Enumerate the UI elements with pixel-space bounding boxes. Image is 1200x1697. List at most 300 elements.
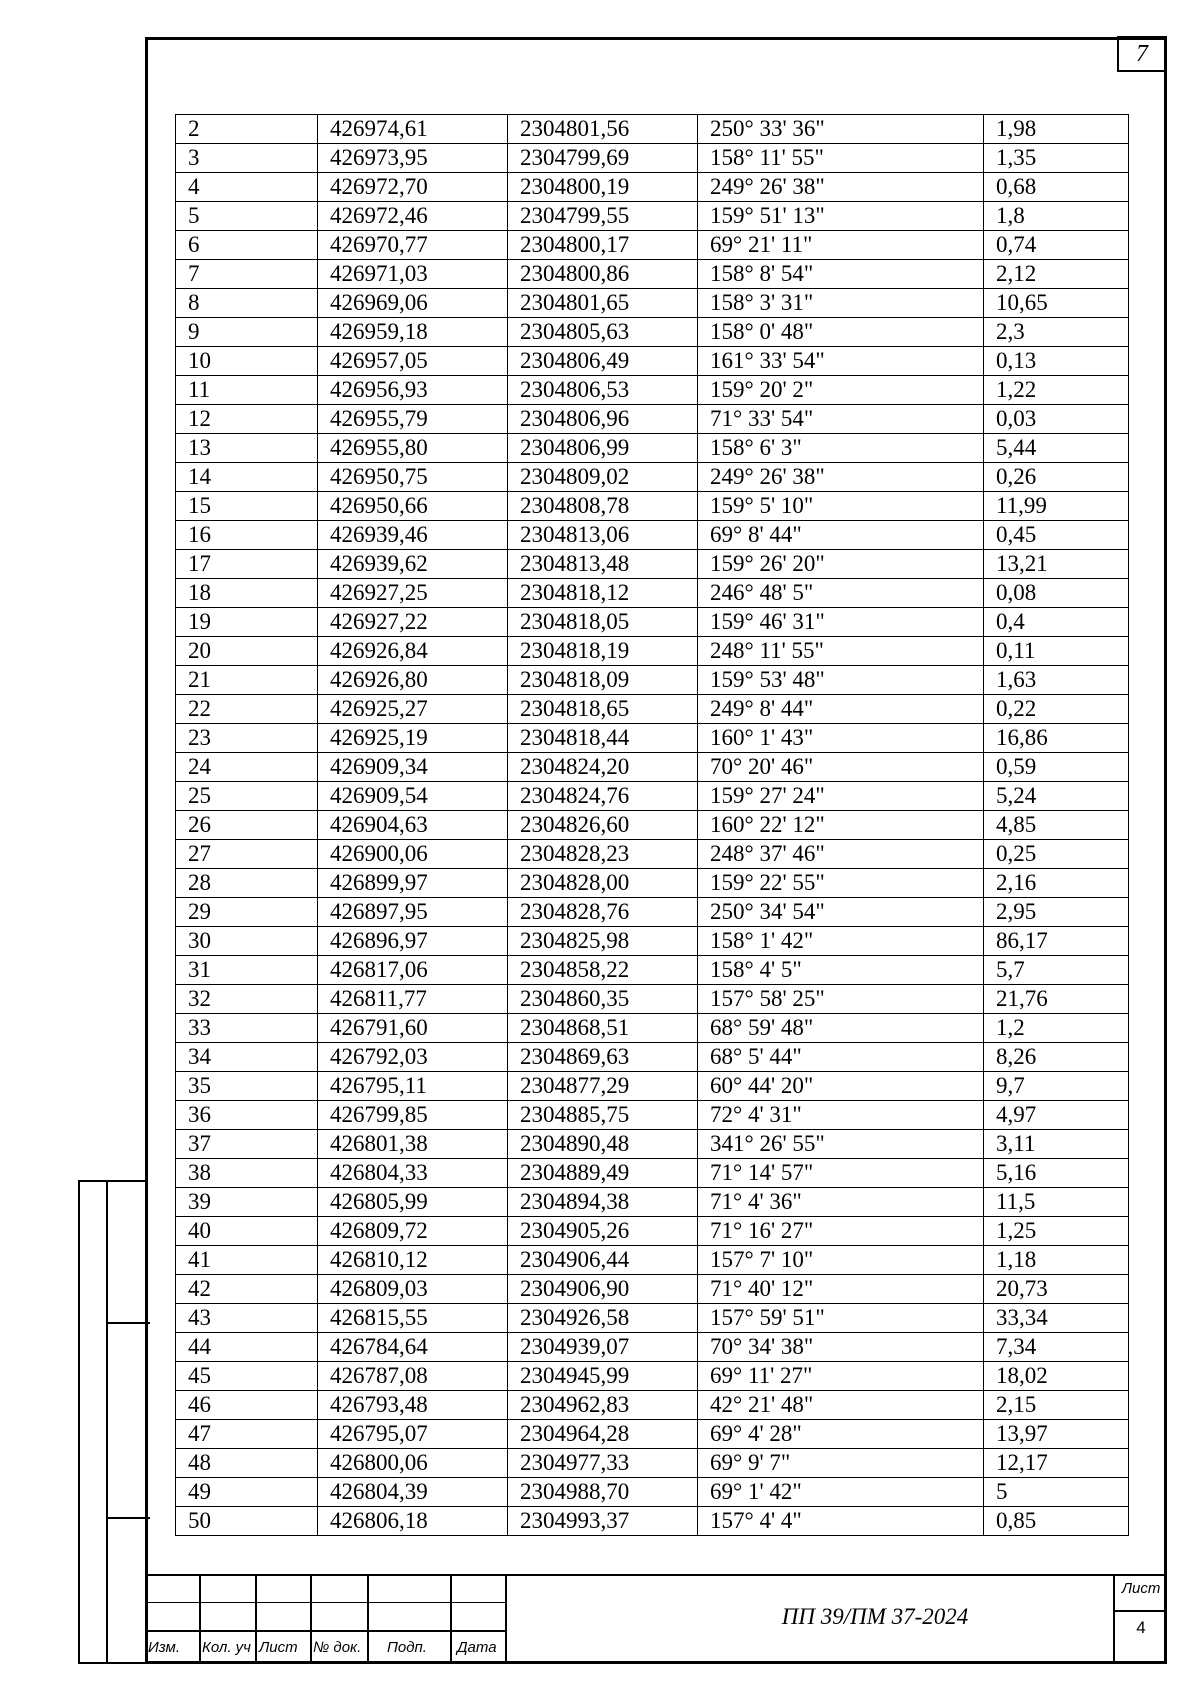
x-coordinate-cell: 426909,54 bbox=[318, 782, 508, 811]
distance-cell: 12,17 bbox=[984, 1449, 1129, 1478]
table-row bbox=[176, 898, 1129, 927]
distance-cell: 0,45 bbox=[984, 521, 1129, 550]
point-number-cell: 25 bbox=[176, 782, 318, 811]
distance-cell: 1,63 bbox=[984, 666, 1129, 695]
direction-angle-cell: 68° 5' 44" bbox=[698, 1043, 984, 1072]
x-coordinate-cell: 426939,46 bbox=[318, 521, 508, 550]
x-coordinate-cell: 426810,12 bbox=[318, 1246, 508, 1275]
table-row bbox=[176, 1391, 1129, 1420]
distance-cell: 13,97 bbox=[984, 1420, 1129, 1449]
direction-angle-cell: 159° 20' 2" bbox=[698, 376, 984, 405]
x-coordinate-cell: 426927,22 bbox=[318, 608, 508, 637]
distance-cell: 0,13 bbox=[984, 347, 1129, 376]
x-coordinate-cell: 426791,60 bbox=[318, 1014, 508, 1043]
x-coordinate-cell: 426787,08 bbox=[318, 1362, 508, 1391]
distance-cell: 13,21 bbox=[984, 550, 1129, 579]
y-coordinate-cell: 2304964,28 bbox=[508, 1420, 698, 1449]
y-coordinate-cell: 2304889,49 bbox=[508, 1159, 698, 1188]
y-coordinate-cell: 2304828,23 bbox=[508, 840, 698, 869]
point-number-cell: 11 bbox=[176, 376, 318, 405]
distance-cell: 0,4 bbox=[984, 608, 1129, 637]
direction-angle-cell: 60° 44' 20" bbox=[698, 1072, 984, 1101]
table-row bbox=[176, 376, 1129, 405]
point-number-cell: 12 bbox=[176, 405, 318, 434]
table-row bbox=[176, 724, 1129, 753]
x-coordinate-cell: 426804,33 bbox=[318, 1159, 508, 1188]
point-number-cell: 47 bbox=[176, 1420, 318, 1449]
x-coordinate-cell: 426806,18 bbox=[318, 1507, 508, 1536]
y-coordinate-cell: 2304877,29 bbox=[508, 1072, 698, 1101]
table-row bbox=[176, 173, 1129, 202]
point-number-cell: 18 bbox=[176, 579, 318, 608]
table-row bbox=[176, 231, 1129, 260]
y-coordinate-cell: 2304799,55 bbox=[508, 202, 698, 231]
table-row bbox=[176, 753, 1129, 782]
x-coordinate-cell: 426909,34 bbox=[318, 753, 508, 782]
x-coordinate-cell: 426896,97 bbox=[318, 927, 508, 956]
y-coordinate-cell: 2304890,48 bbox=[508, 1130, 698, 1159]
table-row bbox=[176, 115, 1129, 144]
x-coordinate-cell: 426950,66 bbox=[318, 492, 508, 521]
y-coordinate-cell: 2304894,38 bbox=[508, 1188, 698, 1217]
distance-cell: 1,35 bbox=[984, 144, 1129, 173]
x-coordinate-cell: 426972,70 bbox=[318, 173, 508, 202]
distance-cell: 0,25 bbox=[984, 840, 1129, 869]
direction-angle-cell: 70° 20' 46" bbox=[698, 753, 984, 782]
x-coordinate-cell: 426925,27 bbox=[318, 695, 508, 724]
x-coordinate-cell: 426793,48 bbox=[318, 1391, 508, 1420]
x-coordinate-cell: 426811,77 bbox=[318, 985, 508, 1014]
table-row bbox=[176, 782, 1129, 811]
point-number-cell: 31 bbox=[176, 956, 318, 985]
table-row bbox=[176, 463, 1129, 492]
point-number-cell: 8 bbox=[176, 289, 318, 318]
direction-angle-cell: 69° 9' 7" bbox=[698, 1449, 984, 1478]
table-row bbox=[176, 202, 1129, 231]
distance-cell: 4,85 bbox=[984, 811, 1129, 840]
x-coordinate-cell: 426927,25 bbox=[318, 579, 508, 608]
point-number-cell: 50 bbox=[176, 1507, 318, 1536]
point-number-cell: 37 bbox=[176, 1130, 318, 1159]
point-number-cell: 9 bbox=[176, 318, 318, 347]
point-number-cell: 24 bbox=[176, 753, 318, 782]
point-number-cell: 22 bbox=[176, 695, 318, 724]
point-number-cell: 23 bbox=[176, 724, 318, 753]
direction-angle-cell: 159° 22' 55" bbox=[698, 869, 984, 898]
page-corner-number: 7 bbox=[1117, 36, 1167, 72]
y-coordinate-cell: 2304885,75 bbox=[508, 1101, 698, 1130]
table-row bbox=[176, 608, 1129, 637]
distance-cell: 1,98 bbox=[984, 115, 1129, 144]
x-coordinate-cell: 426792,03 bbox=[318, 1043, 508, 1072]
point-number-cell: 3 bbox=[176, 144, 318, 173]
point-number-cell: 40 bbox=[176, 1217, 318, 1246]
direction-angle-cell: 249° 8' 44" bbox=[698, 695, 984, 724]
point-number-cell: 49 bbox=[176, 1478, 318, 1507]
table-row bbox=[176, 318, 1129, 347]
point-number-cell: 46 bbox=[176, 1391, 318, 1420]
distance-cell: 0,59 bbox=[984, 753, 1129, 782]
point-number-cell: 30 bbox=[176, 927, 318, 956]
y-coordinate-cell: 2304800,19 bbox=[508, 173, 698, 202]
y-coordinate-cell: 2304818,05 bbox=[508, 608, 698, 637]
table-row bbox=[176, 1362, 1129, 1391]
point-number-cell: 41 bbox=[176, 1246, 318, 1275]
point-number-cell: 38 bbox=[176, 1159, 318, 1188]
distance-cell: 2,12 bbox=[984, 260, 1129, 289]
table-row bbox=[176, 956, 1129, 985]
table-row bbox=[176, 1217, 1129, 1246]
y-coordinate-cell: 2304818,44 bbox=[508, 724, 698, 753]
direction-angle-cell: 159° 27' 24" bbox=[698, 782, 984, 811]
y-coordinate-cell: 2304869,63 bbox=[508, 1043, 698, 1072]
x-coordinate-cell: 426900,06 bbox=[318, 840, 508, 869]
point-number-cell: 10 bbox=[176, 347, 318, 376]
distance-cell: 5,16 bbox=[984, 1159, 1129, 1188]
y-coordinate-cell: 2304860,35 bbox=[508, 985, 698, 1014]
distance-cell: 1,8 bbox=[984, 202, 1129, 231]
y-coordinate-cell: 2304818,12 bbox=[508, 579, 698, 608]
distance-cell: 5,44 bbox=[984, 434, 1129, 463]
caption-izm: Изм. bbox=[148, 1639, 180, 1656]
point-number-cell: 36 bbox=[176, 1101, 318, 1130]
y-coordinate-cell: 2304799,69 bbox=[508, 144, 698, 173]
direction-angle-cell: 72° 4' 31" bbox=[698, 1101, 984, 1130]
distance-cell: 2,95 bbox=[984, 898, 1129, 927]
point-number-cell: 42 bbox=[176, 1275, 318, 1304]
direction-angle-cell: 71° 40' 12" bbox=[698, 1275, 984, 1304]
distance-cell: 11,99 bbox=[984, 492, 1129, 521]
direction-angle-cell: 160° 22' 12" bbox=[698, 811, 984, 840]
point-number-cell: 19 bbox=[176, 608, 318, 637]
y-coordinate-cell: 2304800,17 bbox=[508, 231, 698, 260]
y-coordinate-cell: 2304906,90 bbox=[508, 1275, 698, 1304]
y-coordinate-cell: 2304818,09 bbox=[508, 666, 698, 695]
binding-margin-rule bbox=[106, 1517, 150, 1519]
y-coordinate-cell: 2304805,63 bbox=[508, 318, 698, 347]
y-coordinate-cell: 2304926,58 bbox=[508, 1304, 698, 1333]
point-number-cell: 13 bbox=[176, 434, 318, 463]
direction-angle-cell: 159° 46' 31" bbox=[698, 608, 984, 637]
distance-cell: 7,34 bbox=[984, 1333, 1129, 1362]
x-coordinate-cell: 426795,07 bbox=[318, 1420, 508, 1449]
caption-list: Лист bbox=[259, 1639, 298, 1656]
y-coordinate-cell: 2304824,20 bbox=[508, 753, 698, 782]
distance-cell: 0,03 bbox=[984, 405, 1129, 434]
x-coordinate-cell: 426809,72 bbox=[318, 1217, 508, 1246]
distance-cell: 86,17 bbox=[984, 927, 1129, 956]
y-coordinate-cell: 2304806,49 bbox=[508, 347, 698, 376]
direction-angle-cell: 69° 1' 42" bbox=[698, 1478, 984, 1507]
direction-angle-cell: 159° 5' 10" bbox=[698, 492, 984, 521]
table-row bbox=[176, 1304, 1129, 1333]
table-row bbox=[176, 927, 1129, 956]
caption-no-dok: № док. bbox=[313, 1639, 362, 1656]
distance-cell: 2,16 bbox=[984, 869, 1129, 898]
x-coordinate-cell: 426955,79 bbox=[318, 405, 508, 434]
point-number-cell: 26 bbox=[176, 811, 318, 840]
table-row bbox=[176, 666, 1129, 695]
table-row bbox=[176, 1159, 1129, 1188]
point-number-cell: 35 bbox=[176, 1072, 318, 1101]
y-coordinate-cell: 2304945,99 bbox=[508, 1362, 698, 1391]
direction-angle-cell: 161° 33' 54" bbox=[698, 347, 984, 376]
table-row bbox=[176, 869, 1129, 898]
direction-angle-cell: 70° 34' 38" bbox=[698, 1333, 984, 1362]
direction-angle-cell: 249° 26' 38" bbox=[698, 463, 984, 492]
distance-cell: 1,22 bbox=[984, 376, 1129, 405]
sheet-label: Лист bbox=[1121, 1580, 1161, 1597]
direction-angle-cell: 158° 4' 5" bbox=[698, 956, 984, 985]
y-coordinate-cell: 2304813,48 bbox=[508, 550, 698, 579]
point-number-cell: 28 bbox=[176, 869, 318, 898]
distance-cell: 8,26 bbox=[984, 1043, 1129, 1072]
direction-angle-cell: 159° 51' 13" bbox=[698, 202, 984, 231]
direction-angle-cell: 158° 6' 3" bbox=[698, 434, 984, 463]
table-row bbox=[176, 1072, 1129, 1101]
x-coordinate-cell: 426926,84 bbox=[318, 637, 508, 666]
x-coordinate-cell: 426801,38 bbox=[318, 1130, 508, 1159]
distance-cell: 5,7 bbox=[984, 956, 1129, 985]
table-row bbox=[176, 1014, 1129, 1043]
y-coordinate-cell: 2304825,98 bbox=[508, 927, 698, 956]
direction-angle-cell: 159° 53' 48" bbox=[698, 666, 984, 695]
table-row bbox=[176, 1478, 1129, 1507]
x-coordinate-cell: 426795,11 bbox=[318, 1072, 508, 1101]
y-coordinate-cell: 2304806,99 bbox=[508, 434, 698, 463]
direction-angle-cell: 250° 33' 36" bbox=[698, 115, 984, 144]
point-number-cell: 7 bbox=[176, 260, 318, 289]
table-row bbox=[176, 144, 1129, 173]
point-number-cell: 48 bbox=[176, 1449, 318, 1478]
table-row bbox=[176, 434, 1129, 463]
distance-cell: 16,86 bbox=[984, 724, 1129, 753]
table-row bbox=[176, 579, 1129, 608]
x-coordinate-cell: 426899,97 bbox=[318, 869, 508, 898]
table-row bbox=[176, 637, 1129, 666]
direction-angle-cell: 42° 21' 48" bbox=[698, 1391, 984, 1420]
table-row bbox=[176, 1275, 1129, 1304]
point-number-cell: 20 bbox=[176, 637, 318, 666]
distance-cell: 1,18 bbox=[984, 1246, 1129, 1275]
x-coordinate-cell: 426971,03 bbox=[318, 260, 508, 289]
title-block bbox=[145, 1574, 1167, 1664]
direction-angle-cell: 71° 14' 57" bbox=[698, 1159, 984, 1188]
x-coordinate-cell: 426970,77 bbox=[318, 231, 508, 260]
distance-cell: 0,85 bbox=[984, 1507, 1129, 1536]
y-coordinate-cell: 2304962,83 bbox=[508, 1391, 698, 1420]
y-coordinate-cell: 2304806,96 bbox=[508, 405, 698, 434]
y-coordinate-cell: 2304813,06 bbox=[508, 521, 698, 550]
direction-angle-cell: 158° 3' 31" bbox=[698, 289, 984, 318]
table-row bbox=[176, 695, 1129, 724]
binding-margin-strip bbox=[78, 1180, 148, 1664]
y-coordinate-cell: 2304801,56 bbox=[508, 115, 698, 144]
point-number-cell: 15 bbox=[176, 492, 318, 521]
x-coordinate-cell: 426904,63 bbox=[318, 811, 508, 840]
y-coordinate-cell: 2304808,78 bbox=[508, 492, 698, 521]
point-number-cell: 44 bbox=[176, 1333, 318, 1362]
y-coordinate-cell: 2304858,22 bbox=[508, 956, 698, 985]
direction-angle-cell: 158° 11' 55" bbox=[698, 144, 984, 173]
distance-cell: 0,11 bbox=[984, 637, 1129, 666]
point-number-cell: 43 bbox=[176, 1304, 318, 1333]
distance-cell: 21,76 bbox=[984, 985, 1129, 1014]
distance-cell: 20,73 bbox=[984, 1275, 1129, 1304]
caption-podp: Подп. bbox=[387, 1639, 427, 1656]
x-coordinate-cell: 426959,18 bbox=[318, 318, 508, 347]
x-coordinate-cell: 426805,99 bbox=[318, 1188, 508, 1217]
table-row bbox=[176, 405, 1129, 434]
x-coordinate-cell: 426784,64 bbox=[318, 1333, 508, 1362]
x-coordinate-cell: 426974,61 bbox=[318, 115, 508, 144]
point-number-cell: 21 bbox=[176, 666, 318, 695]
distance-cell: 1,25 bbox=[984, 1217, 1129, 1246]
x-coordinate-cell: 426817,06 bbox=[318, 956, 508, 985]
direction-angle-cell: 157° 7' 10" bbox=[698, 1246, 984, 1275]
x-coordinate-cell: 426973,95 bbox=[318, 144, 508, 173]
distance-cell: 0,26 bbox=[984, 463, 1129, 492]
y-coordinate-cell: 2304906,44 bbox=[508, 1246, 698, 1275]
table-row bbox=[176, 347, 1129, 376]
distance-cell: 2,15 bbox=[984, 1391, 1129, 1420]
y-coordinate-cell: 2304806,53 bbox=[508, 376, 698, 405]
x-coordinate-cell: 426815,55 bbox=[318, 1304, 508, 1333]
direction-angle-cell: 157° 4' 4" bbox=[698, 1507, 984, 1536]
direction-angle-cell: 69° 8' 44" bbox=[698, 521, 984, 550]
y-coordinate-cell: 2304939,07 bbox=[508, 1333, 698, 1362]
point-number-cell: 16 bbox=[176, 521, 318, 550]
x-coordinate-cell: 426897,95 bbox=[318, 898, 508, 927]
y-coordinate-cell: 2304988,70 bbox=[508, 1478, 698, 1507]
distance-cell: 10,65 bbox=[984, 289, 1129, 318]
distance-cell: 4,97 bbox=[984, 1101, 1129, 1130]
x-coordinate-cell: 426799,85 bbox=[318, 1101, 508, 1130]
direction-angle-cell: 71° 33' 54" bbox=[698, 405, 984, 434]
distance-cell: 0,74 bbox=[984, 231, 1129, 260]
direction-angle-cell: 68° 59' 48" bbox=[698, 1014, 984, 1043]
y-coordinate-cell: 2304826,60 bbox=[508, 811, 698, 840]
direction-angle-cell: 248° 37' 46" bbox=[698, 840, 984, 869]
y-coordinate-cell: 2304828,76 bbox=[508, 898, 698, 927]
table-row bbox=[176, 1246, 1129, 1275]
binding-margin-rule bbox=[106, 1322, 150, 1324]
table-row bbox=[176, 521, 1129, 550]
table-row bbox=[176, 985, 1129, 1014]
direction-angle-cell: 248° 11' 55" bbox=[698, 637, 984, 666]
table-row bbox=[176, 811, 1129, 840]
table-row bbox=[176, 1507, 1129, 1536]
table-row bbox=[176, 1130, 1129, 1159]
caption-kol-uch: Кол. уч bbox=[202, 1639, 251, 1656]
table-row bbox=[176, 1043, 1129, 1072]
y-coordinate-cell: 2304977,33 bbox=[508, 1449, 698, 1478]
y-coordinate-cell: 2304905,26 bbox=[508, 1217, 698, 1246]
direction-angle-cell: 246° 48' 5" bbox=[698, 579, 984, 608]
x-coordinate-cell: 426969,06 bbox=[318, 289, 508, 318]
point-number-cell: 4 bbox=[176, 173, 318, 202]
table-row bbox=[176, 1333, 1129, 1362]
point-number-cell: 33 bbox=[176, 1014, 318, 1043]
direction-angle-cell: 157° 59' 51" bbox=[698, 1304, 984, 1333]
x-coordinate-cell: 426972,46 bbox=[318, 202, 508, 231]
point-number-cell: 34 bbox=[176, 1043, 318, 1072]
x-coordinate-cell: 426804,39 bbox=[318, 1478, 508, 1507]
y-coordinate-cell: 2304828,00 bbox=[508, 869, 698, 898]
point-number-cell: 17 bbox=[176, 550, 318, 579]
distance-cell: 0,68 bbox=[984, 173, 1129, 202]
distance-cell: 9,7 bbox=[984, 1072, 1129, 1101]
distance-cell: 5,24 bbox=[984, 782, 1129, 811]
distance-cell: 18,02 bbox=[984, 1362, 1129, 1391]
point-number-cell: 45 bbox=[176, 1362, 318, 1391]
x-coordinate-cell: 426926,80 bbox=[318, 666, 508, 695]
distance-cell: 0,08 bbox=[984, 579, 1129, 608]
distance-cell: 33,34 bbox=[984, 1304, 1129, 1333]
y-coordinate-cell: 2304818,65 bbox=[508, 695, 698, 724]
table-row bbox=[176, 1188, 1129, 1217]
point-number-cell: 32 bbox=[176, 985, 318, 1014]
direction-angle-cell: 69° 4' 28" bbox=[698, 1420, 984, 1449]
y-coordinate-cell: 2304801,65 bbox=[508, 289, 698, 318]
distance-cell: 1,2 bbox=[984, 1014, 1129, 1043]
y-coordinate-cell: 2304993,37 bbox=[508, 1507, 698, 1536]
point-number-cell: 5 bbox=[176, 202, 318, 231]
x-coordinate-cell: 426955,80 bbox=[318, 434, 508, 463]
point-number-cell: 39 bbox=[176, 1188, 318, 1217]
x-coordinate-cell: 426956,93 bbox=[318, 376, 508, 405]
table-row bbox=[176, 1420, 1129, 1449]
direction-angle-cell: 341° 26' 55" bbox=[698, 1130, 984, 1159]
direction-angle-cell: 157° 58' 25" bbox=[698, 985, 984, 1014]
x-coordinate-cell: 426950,75 bbox=[318, 463, 508, 492]
direction-angle-cell: 71° 16' 27" bbox=[698, 1217, 984, 1246]
document-code: ПП 39/ПМ 37-2024 bbox=[781, 1604, 969, 1629]
table-row bbox=[176, 289, 1129, 318]
direction-angle-cell: 158° 0' 48" bbox=[698, 318, 984, 347]
table-row bbox=[176, 492, 1129, 521]
direction-angle-cell: 249° 26' 38" bbox=[698, 173, 984, 202]
caption-data: Дата bbox=[457, 1639, 497, 1656]
y-coordinate-cell: 2304824,76 bbox=[508, 782, 698, 811]
distance-cell: 5 bbox=[984, 1478, 1129, 1507]
direction-angle-cell: 250° 34' 54" bbox=[698, 898, 984, 927]
point-number-cell: 27 bbox=[176, 840, 318, 869]
y-coordinate-cell: 2304868,51 bbox=[508, 1014, 698, 1043]
coordinates-table-body bbox=[176, 115, 1129, 1536]
x-coordinate-cell: 426925,19 bbox=[318, 724, 508, 753]
direction-angle-cell: 69° 11' 27" bbox=[698, 1362, 984, 1391]
binding-margin-divider bbox=[106, 1182, 108, 1662]
distance-cell: 11,5 bbox=[984, 1188, 1129, 1217]
y-coordinate-cell: 2304818,19 bbox=[508, 637, 698, 666]
direction-angle-cell: 160° 1' 43" bbox=[698, 724, 984, 753]
coordinates-table bbox=[175, 114, 1129, 1536]
table-row bbox=[176, 840, 1129, 869]
y-coordinate-cell: 2304809,02 bbox=[508, 463, 698, 492]
point-number-cell: 29 bbox=[176, 898, 318, 927]
distance-cell: 0,22 bbox=[984, 695, 1129, 724]
y-coordinate-cell: 2304800,86 bbox=[508, 260, 698, 289]
distance-cell: 2,3 bbox=[984, 318, 1129, 347]
x-coordinate-cell: 426939,62 bbox=[318, 550, 508, 579]
direction-angle-cell: 71° 4' 36" bbox=[698, 1188, 984, 1217]
x-coordinate-cell: 426809,03 bbox=[318, 1275, 508, 1304]
direction-angle-cell: 69° 21' 11" bbox=[698, 231, 984, 260]
point-number-cell: 14 bbox=[176, 463, 318, 492]
table-row bbox=[176, 1101, 1129, 1130]
distance-cell: 3,11 bbox=[984, 1130, 1129, 1159]
